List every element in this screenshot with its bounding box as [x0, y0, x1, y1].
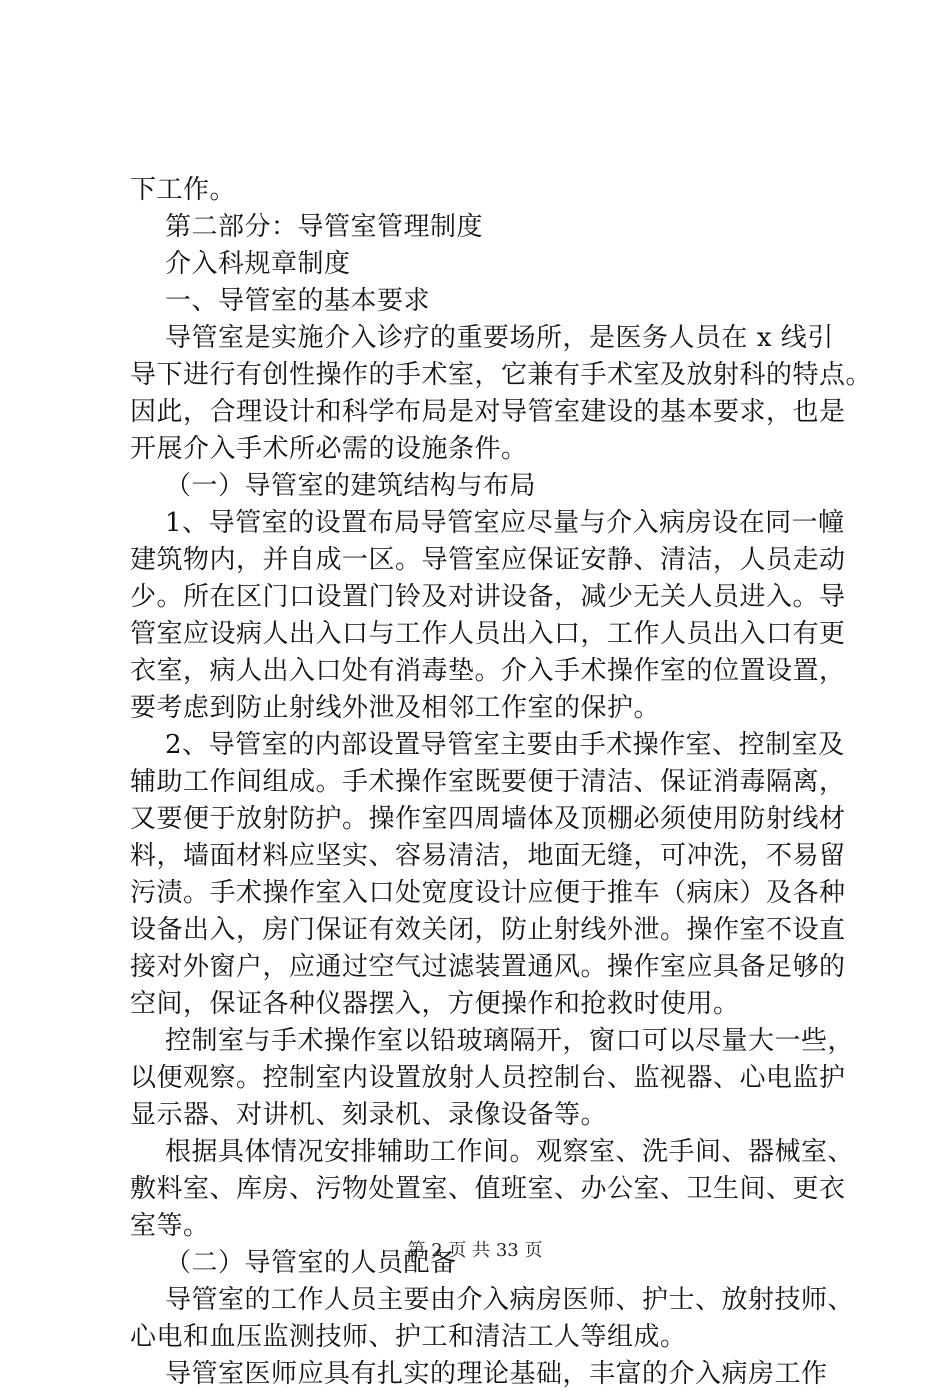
text-line: 下工作。 — [130, 175, 237, 205]
text-line: 导下进行有创性操作的手术室，它兼有手术室及放射科的特点。 — [130, 360, 873, 390]
text-line: 少。所在区门口设置门铃及对讲设备，减少无关人员进入。导 — [130, 582, 846, 612]
text-line: 1、导管室的设置布局导管室应尽量与介入病房设在同一幢 — [130, 508, 845, 538]
text-line: 导管室的工作人员主要由介入病房医师、护士、放射技师、 — [130, 1285, 855, 1315]
section-heading: 第二部分：导管室管理制度 — [130, 212, 484, 242]
text-line: 空间，保证各种仪器摆入，方便操作和抢救时使用。 — [130, 989, 740, 1019]
text-line: 建筑物内，并自成一区。导管室应保证安静、清洁，人员走动 — [130, 545, 846, 575]
text-line: 敷料室、库房、污物处置室、值班室、办公室、卫生间、更衣 — [130, 1174, 846, 1204]
text-line: 2、导管室的内部设置导管室主要由手术操作室、控制室及 — [130, 730, 845, 760]
text-line: 污渍。手术操作室入口处宽度设计应便于推车（病床）及各种 — [130, 878, 846, 908]
text-line: 根据具体情况安排辅助工作间。观察室、洗手间、器械室、 — [130, 1137, 855, 1167]
text-line: 显示器、对讲机、刻录机、录像设备等。 — [130, 1100, 608, 1130]
text-line: 控制室与手术操作室以铅玻璃隔开，窗口可以尽量大一些， — [130, 1026, 855, 1056]
section-heading: （二）导管室的人员配备 — [130, 1248, 457, 1278]
text-line: 衣室，病人出入口处有消毒垫。介入手术操作室的位置设置， — [130, 656, 846, 686]
section-heading: 一、导管室的基本要求 — [130, 286, 431, 316]
text-line: 要考虑到防止射线外泄及相邻工作室的保护。 — [130, 693, 661, 723]
text-line: 设备出入，房门保证有效关闭，防止射线外泄。操作室不设直 — [130, 915, 846, 945]
text-line: 辅助工作间组成。手术操作室既要便于清洁、保证消毒隔离， — [130, 767, 846, 797]
text-line: 室等。 — [130, 1211, 210, 1241]
section-heading: （一）导管室的建筑结构与布局 — [130, 471, 537, 501]
page-number-footer: 第 2 页 共 33 页 — [407, 1240, 543, 1261]
text-line: 料，墙面材料应坚实、容易清洁，地面无缝，可冲洗，不易留 — [130, 841, 846, 871]
text-line: 又要便于放射防护。操作室四周墙体及顶棚必须使用防射线材 — [130, 804, 846, 834]
text-line: 开展介入手术所必需的设施条件。 — [130, 434, 528, 464]
text-line: 心电和血压监测技师、护工和清洁工人等组成。 — [130, 1322, 687, 1352]
text-line: 接对外窗户，应通过空气过滤装置通风。操作室应具备足够的 — [130, 952, 846, 982]
body-text — [130, 172, 873, 1393]
text-line: 管室应设病人出入口与工作人员出入口，工作人员出入口有更 — [130, 619, 846, 649]
text-line: 导管室是实施介入诊疗的重要场所，是医务人员在 x 线引 — [130, 323, 834, 353]
text-line: 以便观察。控制室内设置放射人员控制台、监视器、心电监护 — [130, 1063, 846, 1093]
section-heading: 介入科规章制度 — [130, 249, 351, 279]
text-line: 导管室医师应具有扎实的理论基础，丰富的介入病房工作 — [130, 1359, 828, 1389]
text-line: 因此，合理设计和科学布局是对导管室建设的基本要求，也是 — [130, 397, 846, 427]
